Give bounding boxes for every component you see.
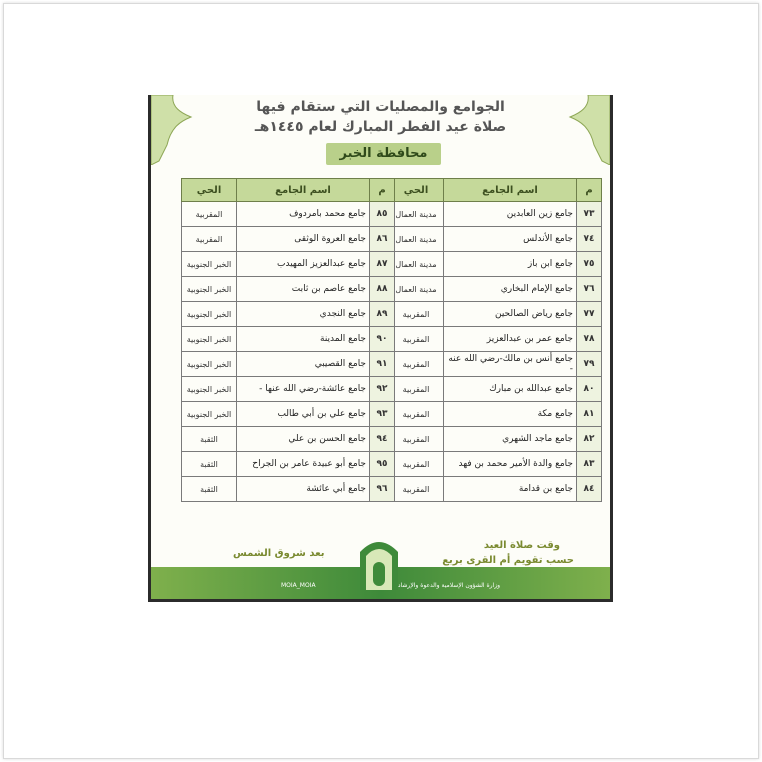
row-district: المقربية (389, 402, 444, 427)
row-name: جامع المدينة (237, 327, 370, 352)
table-row (182, 352, 395, 377)
table-row (389, 227, 602, 252)
row-num: ٨٠ (577, 377, 602, 402)
table-row (389, 202, 602, 227)
table-row (389, 277, 602, 302)
row-district: مدينة العمال (389, 227, 444, 252)
row-name: جامع رياض الصالحين (444, 302, 577, 327)
row-num: ٧٤ (577, 227, 602, 252)
row-num: ٨٦ (370, 227, 395, 252)
row-district: المقربية (182, 202, 237, 227)
col-district-header: الحي (182, 179, 237, 202)
row-name: جامع الإمام البخاري (444, 277, 577, 302)
poster-title-line2: صلاة عيد الفطر المبارك لعام ١٤٤٥هـ (254, 119, 507, 135)
table-row (182, 277, 395, 302)
table-row (389, 402, 602, 427)
ministry-name: وزارة الشؤون الإسلامية والدعوة والإرشاد (397, 582, 500, 589)
row-num: ٨٩ (370, 302, 395, 327)
row-name: جامع محمد بامردوف (237, 202, 370, 227)
row-district: الخبر الجنوبية (182, 402, 237, 427)
col-num-header: م (577, 179, 602, 202)
col-district-header: الحي (389, 179, 444, 202)
row-district: الخبر الجنوبية (182, 302, 237, 327)
row-district: الخبر الجنوبية (182, 327, 237, 352)
table-row (182, 402, 395, 427)
row-num: ٨٢ (577, 427, 602, 452)
row-num: ٨٧ (370, 252, 395, 277)
row-district: الخبر الجنوبية (182, 377, 237, 402)
prayer-time-label: وقت صلاة العيد (483, 540, 560, 551)
row-num: ٩١ (370, 352, 395, 377)
row-name: جامع مكة (444, 402, 577, 427)
table-row (182, 427, 395, 452)
calendar-note: حسب تقويم أم القرى بربع (442, 555, 574, 566)
col-num-header: م (370, 179, 395, 202)
row-name: جامع القصيبي (237, 352, 370, 377)
table-row (182, 452, 395, 477)
row-num: ٨٣ (577, 452, 602, 477)
row-name: جامع عائشة-رضي الله عنها - (237, 377, 370, 402)
poster-title-line1: الجوامع والمصليات التي ستقام فيها (256, 99, 505, 115)
row-district: الخبر الجنوبية (182, 277, 237, 302)
row-name: جامع أبو عبيدة عامر بن الجراح (237, 452, 370, 477)
row-num: ٩٢ (370, 377, 395, 402)
row-num: ٨١ (577, 402, 602, 427)
row-num: ٧٣ (577, 202, 602, 227)
row-name: جامع عاصم بن ثابت (237, 277, 370, 302)
row-district: المقربية (389, 427, 444, 452)
row-name: جامع والدة الأمير محمد بن فهد (444, 452, 577, 477)
row-num: ٩٥ (370, 452, 395, 477)
table-row (182, 252, 395, 277)
row-name: جامع أنس بن مالك-رضي الله عنه - (444, 352, 577, 377)
row-num: ٧٧ (577, 302, 602, 327)
row-name: جامع زين العابدين (444, 202, 577, 227)
row-name: جامع العروة الوثقى (237, 227, 370, 252)
row-name: جامع النجدي (237, 302, 370, 327)
row-num: ٧٦ (577, 277, 602, 302)
prayer-time-value: بعد شروق الشمس (233, 548, 325, 559)
table-row (389, 352, 602, 377)
row-district: الخبر الجنوبية (182, 252, 237, 277)
row-name: جامع ابن باز (444, 252, 577, 277)
row-district: الثقبة (182, 427, 237, 452)
right-rows (389, 202, 602, 502)
row-num: ٧٩ (577, 352, 602, 377)
row-district: المقربية (182, 227, 237, 252)
eid-prayer-poster (148, 95, 613, 602)
row-name: جامع علي بن أبي طالب (237, 402, 370, 427)
region-label: محافظة الخبر (326, 143, 441, 165)
row-name: جامع عمر بن عبدالعزيز (444, 327, 577, 352)
row-district: مدينة العمال (389, 202, 444, 227)
col-name-header: اسم الجامع (237, 179, 370, 202)
row-name: جامع عبدالعزيز المهيدب (237, 252, 370, 277)
row-name: جامع بن قدامة (444, 477, 577, 502)
row-district: مدينة العمال (389, 252, 444, 277)
table-row (182, 202, 395, 227)
table-row (182, 227, 395, 252)
mosque-emblem-icon (356, 532, 402, 590)
row-num: ٧٨ (577, 327, 602, 352)
row-district: المقربية (389, 327, 444, 352)
row-name: جامع أبي عائشة (237, 477, 370, 502)
col-name-header: اسم الجامع (444, 179, 577, 202)
row-district: الثقبة (182, 477, 237, 502)
row-district: مدينة العمال (389, 277, 444, 302)
row-district: الثقبة (182, 452, 237, 477)
table-row (182, 477, 395, 502)
social-handle: MOIA_MOIA (281, 582, 316, 589)
row-district: المقربية (389, 452, 444, 477)
row-district: المقربية (389, 477, 444, 502)
table-row (182, 327, 395, 352)
row-num: ٨٨ (370, 277, 395, 302)
table-row (389, 477, 602, 502)
row-name: جامع الأندلس (444, 227, 577, 252)
row-num: ٨٥ (370, 202, 395, 227)
row-district: المقربية (389, 302, 444, 327)
row-name: جامع عبدالله بن مبارك (444, 377, 577, 402)
table-row (182, 302, 395, 327)
row-num: ٩٤ (370, 427, 395, 452)
table-row (389, 302, 602, 327)
row-num: ٧٥ (577, 252, 602, 277)
table-row (389, 452, 602, 477)
row-district: الخبر الجنوبية (182, 352, 237, 377)
mosque-table-left (181, 178, 395, 502)
row-district: المقربية (389, 352, 444, 377)
corner-ornament-right (540, 95, 610, 165)
table-row (182, 377, 395, 402)
row-num: ٩٠ (370, 327, 395, 352)
row-num: ٩٣ (370, 402, 395, 427)
row-name: جامع الحسن بن علي (237, 427, 370, 452)
row-num: ٩٦ (370, 477, 395, 502)
row-name: جامع ماجد الشهري (444, 427, 577, 452)
table-row (389, 327, 602, 352)
corner-ornament-left (151, 95, 221, 165)
row-district: المقربية (389, 377, 444, 402)
table-row (389, 252, 602, 277)
mosque-table-right (388, 178, 602, 502)
row-num: ٨٤ (577, 477, 602, 502)
table-row (389, 377, 602, 402)
table-row (389, 427, 602, 452)
left-rows (182, 202, 395, 502)
